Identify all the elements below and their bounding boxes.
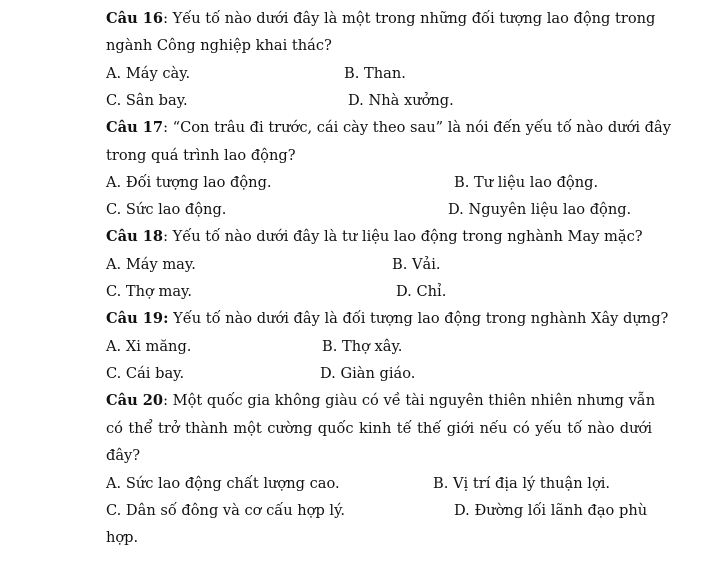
question-20-option-d: D. Đường lối lãnh đạo phù [454,502,648,519]
question-18-options-row-1 [106,251,652,278]
question-17-option-c: C. Sức lao động. [106,201,227,218]
question-17-options-row-1 [106,169,652,196]
question-16-options-row-2 [106,87,652,114]
question-20-option-c: C. Dân số đông và cơ cấu hợp lý. [106,502,346,519]
question-16-option-a: A. Máy cày. [106,65,191,82]
question-17-line-2: trong quá trình lao động? [106,147,296,164]
question-19-option-d: D. Giàn giáo. [320,365,416,382]
question-20-line-1 [106,387,656,414]
question-20-continuation: hợp. [106,529,139,546]
question-18-option-b: B. Vải. [392,256,441,273]
question-16-line-1 [106,5,656,32]
question-19-option-c: C. Cái bay. [106,365,185,382]
question-20-option-b: B. Vị trí địa lý thuận lợi. [433,475,611,492]
question-20-line-3: đây? [106,447,141,464]
question-17-text: : “Con trâu đi trước, cái cày theo sau” là nói đến yếu tố nào dưới đây [163,119,671,136]
question-17-option-a: A. Đối tượng lao động. [106,174,272,191]
question-18-option-c: C. Thợ may. [106,283,192,300]
question-16-option-c: C. Sân bay. [106,92,188,109]
question-19-options-row-1 [106,333,652,360]
question-18-line-1 [106,223,652,250]
question-16-options-row-1 [106,60,652,87]
question-18-options-row-2 [106,278,652,305]
question-19-options-row-2 [106,360,652,387]
question-17-line-1 [106,114,671,141]
question-16-line-2: ngành Công nghiệp khai thác? [106,37,332,54]
question-19-option-b: B. Thợ xây. [322,338,403,355]
question-20-line-2: có thể trở thành một cường quốc kinh tế thế giới nếu có yếu tố nào dưới [106,420,652,437]
question-16-text: : Yếu tố nào dưới đây là một trong những đối tượng lao động trong [163,10,656,27]
question-17-number: Câu 17 [106,119,164,136]
question-18-option-d: D. Chỉ. [396,283,447,300]
question-19-text: Yếu tố nào dưới đây là đối tượng lao động trong nghành Xây dựng? [168,310,669,327]
question-16-number: Câu 16 [106,10,164,27]
question-19-option-a: A. Xi măng. [106,338,192,355]
question-19-number: Câu 19: [106,310,169,327]
question-20-number: Câu 20 [106,392,164,409]
question-19-line-1 [106,305,669,332]
question-16-option-d: D. Nhà xưởng. [348,92,454,109]
question-20-options-row-2 [106,497,652,524]
question-18-option-a: A. Máy may. [106,256,196,273]
question-17-options-row-2 [106,196,652,223]
question-18-number: Câu 18 [106,228,164,245]
question-17-option-d: D. Nguyên liệu lao động. [448,201,632,218]
question-20-text-1: : Một quốc gia không giàu có về tài nguyên thiên nhiên nhưng vẫn [163,392,656,409]
question-18-text: : Yếu tố nào dưới đây là tư liệu lao động trong nghành May mặc? [163,228,643,245]
question-16-option-b: B. Than. [344,65,406,82]
question-20-option-a: A. Sức lao động chất lượng cao. [106,475,340,492]
question-20-options-row-1 [106,470,652,497]
question-17-option-b: B. Tư liệu lao động. [454,174,599,191]
